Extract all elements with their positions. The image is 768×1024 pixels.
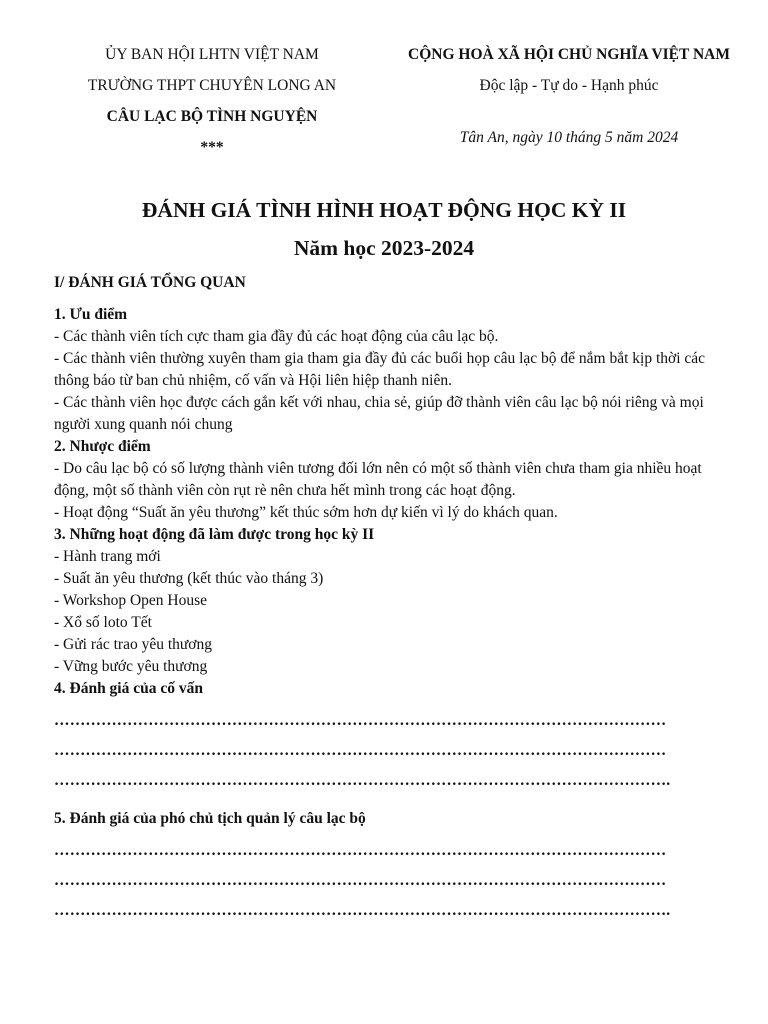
advantages-heading: 1. Ưu điểm xyxy=(54,306,128,323)
disadvantages-heading: 2. Nhược điểm xyxy=(54,438,151,455)
org-line-1: ỦY BAN HỘI LHTN VIỆT NAM xyxy=(105,46,319,63)
org-line-2: TRƯỜNG THPT CHUYÊN LONG AN xyxy=(87,77,337,94)
document-title: ĐÁNH GIÁ TÌNH HÌNH HOẠT ĐỘNG HỌC KỲ II xyxy=(141,198,627,222)
disadvantage-item: - Do câu lạc bộ có số lượng thành viên tương đối lớn nên có một số thành viên chưa tham gia nhiều hoạt động, một số thành viên còn rụt rè nên chưa hết mình trong các hoạt động. xyxy=(54,460,702,499)
dotted-line: ………………………………………………………………………………………………………. xyxy=(54,772,671,789)
vice-president-heading: 5. Đánh giá của phó chủ tịch quản lý câu lạc bộ xyxy=(54,810,366,827)
vice-president-fill-lines xyxy=(54,836,729,926)
header-left xyxy=(62,44,362,168)
advisor-heading: 4. Đánh giá của cố vấn xyxy=(54,680,203,697)
document-body xyxy=(54,272,729,926)
stars-divider: *** xyxy=(200,139,224,156)
advisor-fill-lines xyxy=(54,706,729,796)
dotted-line: ……………………………………………………………………………………………………… xyxy=(54,712,667,729)
dotted-line: ………………………………………………………………………………………………………. xyxy=(54,902,671,919)
section-heading: I/ ĐÁNH GIÁ TỔNG QUAN xyxy=(54,274,246,291)
dotted-line: ……………………………………………………………………………………………………… xyxy=(54,872,667,889)
dotted-line: ……………………………………………………………………………………………………… xyxy=(54,742,667,759)
national-title: CỘNG HOÀ XÃ HỘI CHỦ NGHĨA VIỆT NAM xyxy=(408,46,730,63)
dotted-line: ……………………………………………………………………………………………………… xyxy=(54,842,667,859)
header-right xyxy=(388,44,750,158)
disadvantage-item: - Hoạt động “Suất ăn yêu thương” kết thúc sớm hơn dự kiến vì lý do khách quan. xyxy=(54,504,558,521)
activity-item: - Suất ăn yêu thương (kết thúc vào tháng 3) xyxy=(54,570,324,587)
activity-item: - Vững bước yêu thương xyxy=(54,658,208,675)
document-subtitle: Năm học 2023-2024 xyxy=(293,236,475,260)
activity-item: - Xổ số loto Tết xyxy=(54,614,152,631)
activity-item: - Workshop Open House xyxy=(54,592,208,609)
activities-heading: 3. Những hoạt động đã làm được trong học kỳ II xyxy=(54,526,375,543)
national-motto: Độc lập - Tự do - Hạnh phúc xyxy=(479,77,659,94)
activity-item: - Hành trang mới xyxy=(54,548,161,565)
club-name: CÂU LẠC BỘ TÌNH NGUYỆN xyxy=(106,108,318,125)
date-line: Tân An, ngày 10 tháng 5 năm 2024 xyxy=(459,129,679,146)
advantage-item: - Các thành viên tích cực tham gia đầy đủ các hoạt động của câu lạc bộ. xyxy=(54,328,499,345)
advantage-item: - Các thành viên thường xuyên tham gia tham gia đầy đủ các buổi họp câu lạc bộ để nắm bắt kịp thời các thông báo từ ban chủ nhiệm, cố vấn và Hội liên hiệp thanh niên. xyxy=(54,350,706,389)
activity-item: - Gửi rác trao yêu thương xyxy=(54,636,212,653)
advantage-item: - Các thành viên học được cách gắn kết với nhau, chia sẻ, giúp đỡ thành viên câu lạc bộ nói riêng và mọi người xung quanh nói chung xyxy=(54,394,704,433)
